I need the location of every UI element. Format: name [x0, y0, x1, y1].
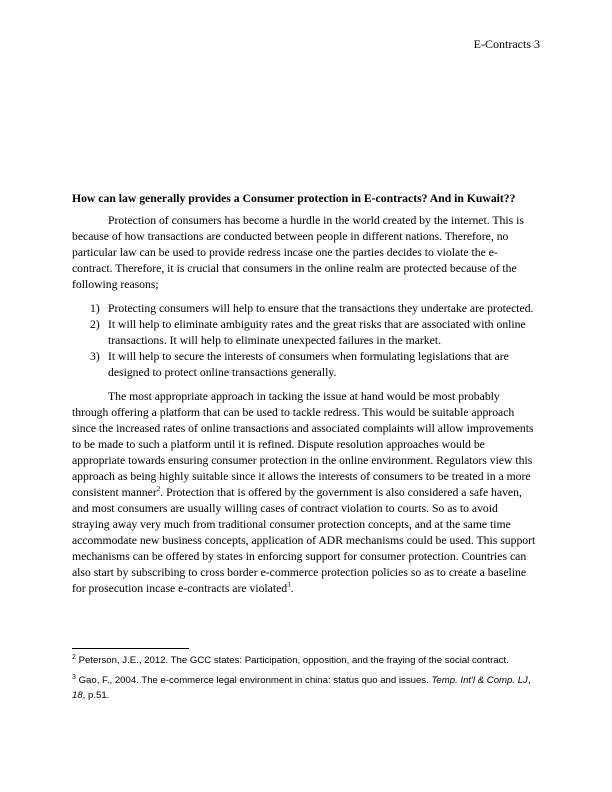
- footnote-ref[interactable]: 2: [156, 485, 161, 494]
- footnote-separator: [72, 648, 189, 649]
- list-item-text: It will help to secure the interests of consumers when formulating legislations that are designed to protect online transactions generally.: [108, 350, 509, 379]
- section-heading: How can law generally provides a Consumer protection in E-contracts? And in Kuwait??: [72, 192, 516, 205]
- list-item: [72, 301, 538, 317]
- reasons-list: [72, 301, 538, 381]
- paragraph-text: . Protection that is offered by the government is also considered a safe haven, and most consumers are usually willing cases of contract violation to courts. So as to avoid straying away very much from traditional consumer protection concepts, and at the same time accommodate new business concepts, application of ADR mechanisms could be used. This support mechanisms can be offered by states in enforcing support for consumer protection. Countries can also start by subscribing to cross border e-commerce protection policies so as to create a baseline for prosecution incase e-contracts are violated: [72, 486, 536, 595]
- footnote-mark: 3: [72, 673, 76, 681]
- footnote: [72, 673, 542, 703]
- list-item-number: 1): [90, 302, 100, 315]
- list-item-number: 2): [90, 318, 100, 331]
- running-head: E-Contracts 3: [473, 37, 540, 51]
- footnote-text: Peterson, J.E., 2012. The GCC states: Participation, opposition, and the fraying of the social contract.: [75, 655, 509, 666]
- list-item-text: It will help to eliminate ambiguity rates and the great risks that are associated with online transactions. It will help to eliminate unexpected failures in the market.: [108, 318, 526, 347]
- document-body: [72, 191, 538, 597]
- footnote-separator-text: ,: [527, 675, 531, 686]
- footnote-pages: , p.51.: [82, 690, 110, 701]
- paragraph-text: The most appropriate approach in tacking the issue at hand would be most probably through offering a platform that can be used to tackle redress. This would be suitable approach since the increased rates of online transactions and associated complaints will allow improvements to be made to such a platform until it is refined. Dispute resolution approaches would be appropriate towards ensuring consumer protection in the online environment. Regulators view this approach as being highly suitable since it allows the interests of consumers to be treated in a more consistent manner: [72, 390, 534, 499]
- footnote: [72, 653, 542, 668]
- paragraph-intro: Protection of consumers has become a hurdle in the world created by the internet. This is because of how transactions are conducted between people in different nations. Therefore, no particular law can be used to provide redress incase one the parties decides to violate the e-contract. Therefore, it is crucial that consumers in the online realm are protected because of the following reasons;: [72, 214, 524, 291]
- footnote-text: Gao, F., 2004. The e-commerce legal environment in china: status quo and issues.: [75, 675, 432, 686]
- footnotes: [72, 653, 542, 708]
- footnote-mark: 2: [72, 653, 76, 661]
- list-item-text: Protecting consumers will help to ensure that the transactions they undertake are protected.: [108, 302, 534, 315]
- list-item: [72, 317, 538, 349]
- footnote-journal: Temp. Int'l & Comp. LJ: [431, 675, 528, 686]
- paragraph-text: .: [290, 582, 294, 595]
- paragraph-approach: [72, 389, 538, 597]
- footnote-volume: 18: [72, 690, 83, 701]
- list-item-number: 3): [90, 350, 100, 363]
- footnote-ref[interactable]: 3: [287, 581, 291, 590]
- list-item: [72, 349, 538, 381]
